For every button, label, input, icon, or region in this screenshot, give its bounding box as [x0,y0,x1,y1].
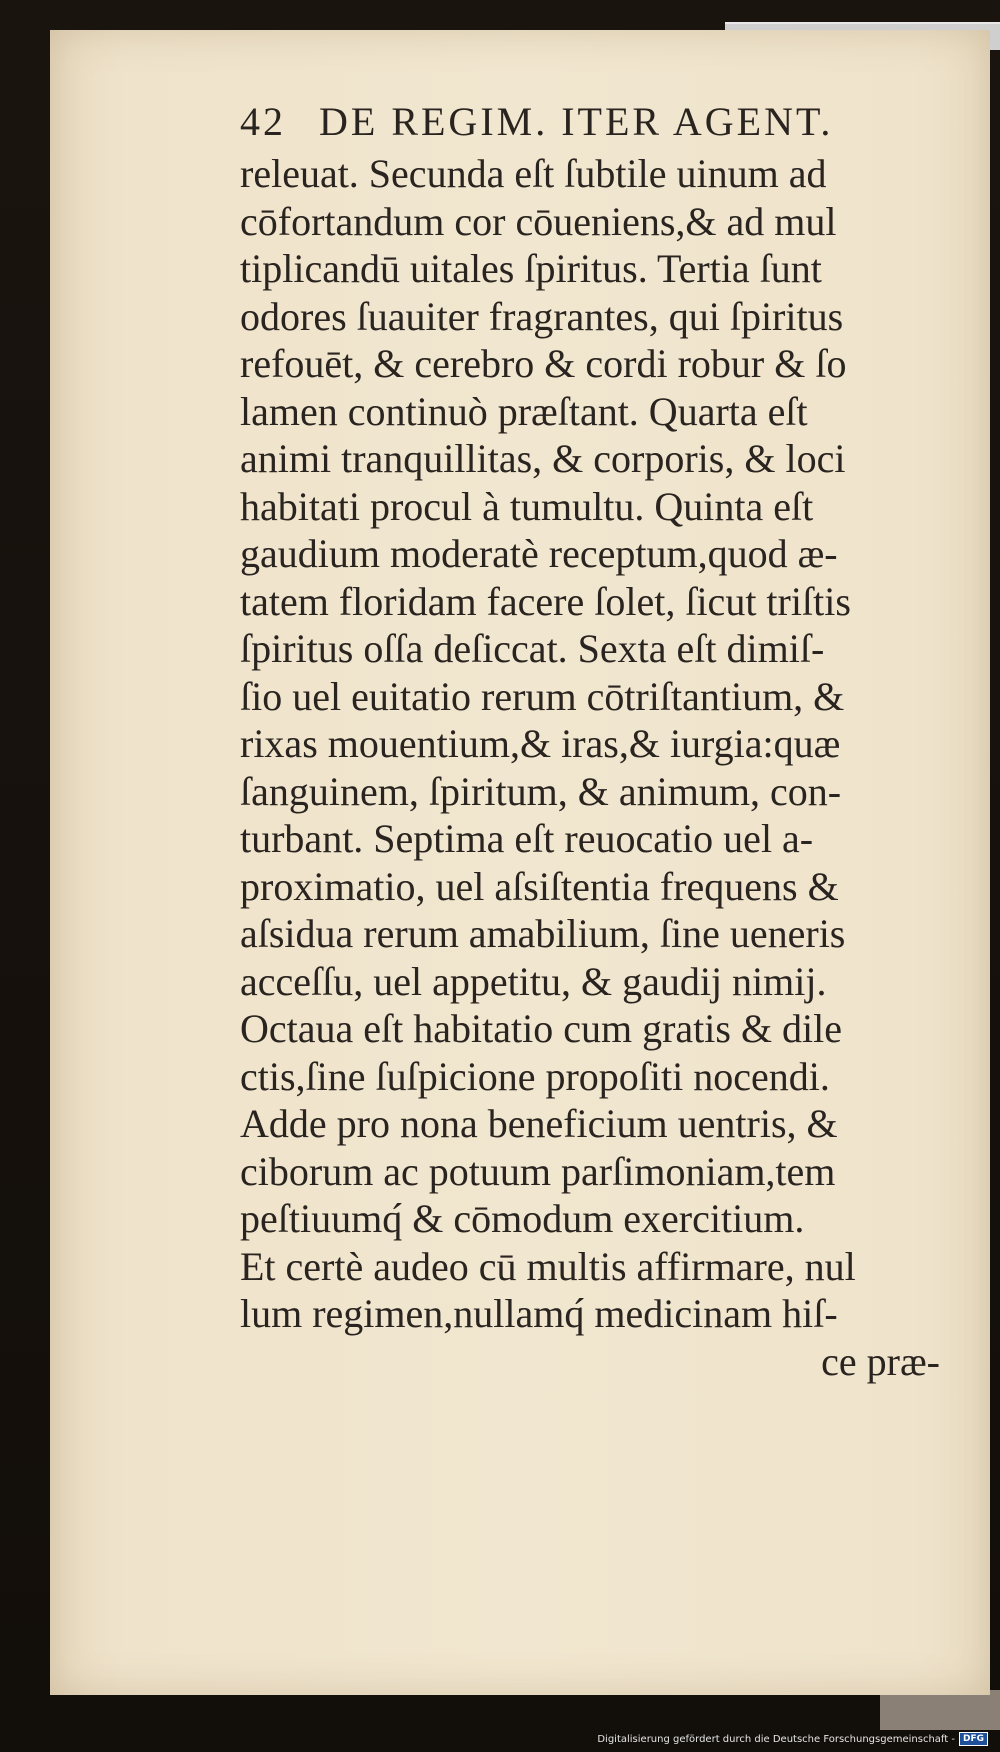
text-line: tiplicandū uitales ſpiritus. Tertia ſunt [240,246,822,291]
dfg-logo: DFG [959,1732,988,1746]
text-line: Octaua eſt habitatio cum gratis & dile [240,1006,843,1051]
text-line: lum regimen,nullamq́ medicinam hiſ- [240,1291,838,1336]
text-line: gaudium moderatè receptum,quod æ- [240,531,838,576]
text-line: acceſſu, uel appetitu, & gaudij nimij. [240,958,827,1004]
digitization-credit [597,1732,988,1746]
credit-text: Digitalisierung gefördert durch die Deutsche Forschungsgemeinschaft - [597,1733,955,1745]
text-line: aſsidua rerum amabilium, ſine ueneris [240,911,846,956]
text-line: odores ſuauiter fragrantes, qui ſpiritus [240,293,844,339]
text-line: proximatio, uel aſsiſtentia frequens & [240,863,839,909]
text-line: ſio uel euitatio rerum cōtriſtantium, & [240,673,845,719]
book-cover-edge [880,1690,1000,1730]
text-line: cōfortandum cor cōueniens,& ad mul [240,198,837,244]
text-line: tatem floridam facere ſolet, ſicut triſtis [240,578,851,624]
text-line: ſpiritus oſſa deſiccat. Sexta eſt dimiſ- [240,626,825,671]
page-number: 42 [240,99,286,144]
text-line: releuat. Secunda eſt ſubtile uinum ad [240,151,827,196]
book-page [50,30,990,1695]
text-line: rixas mouentium,& iras,& iurgia:quæ [240,721,841,766]
text-line: ciborum ac potuum parſimoniam,tem [240,1148,836,1194]
catchword: ce præ- [821,1338,940,1384]
running-title: DE REGIM. ITER AGENT. [319,99,834,144]
body-text [240,150,1000,1385]
text-line: Et certè audeo cū multis affirmare, nul [240,1243,856,1289]
text-line: refouēt, & cerebro & cordi robur & ſo [240,341,847,386]
text-line: lamen continuò præſtant. Quarta eſt [240,388,808,434]
page-header [240,98,1000,146]
text-line: habitati procul à tumultu. Quinta eſt [240,483,814,529]
text-line: turbant. Septima eſt reuocatio uel a- [240,816,814,861]
text-line: ctis,ſine ſuſpicione propoſiti nocendi. [240,1053,830,1099]
text-line: Adde pro nona beneficium uentris, & [240,1101,838,1146]
text-line: peſtiuumq́ & cōmodum exercitium. [240,1196,805,1241]
page-content [240,98,1000,1385]
text-line: ſanguinem, ſpiritum, & animum, con- [240,768,842,814]
text-line: animi tranquillitas, & corporis, & loci [240,436,846,481]
